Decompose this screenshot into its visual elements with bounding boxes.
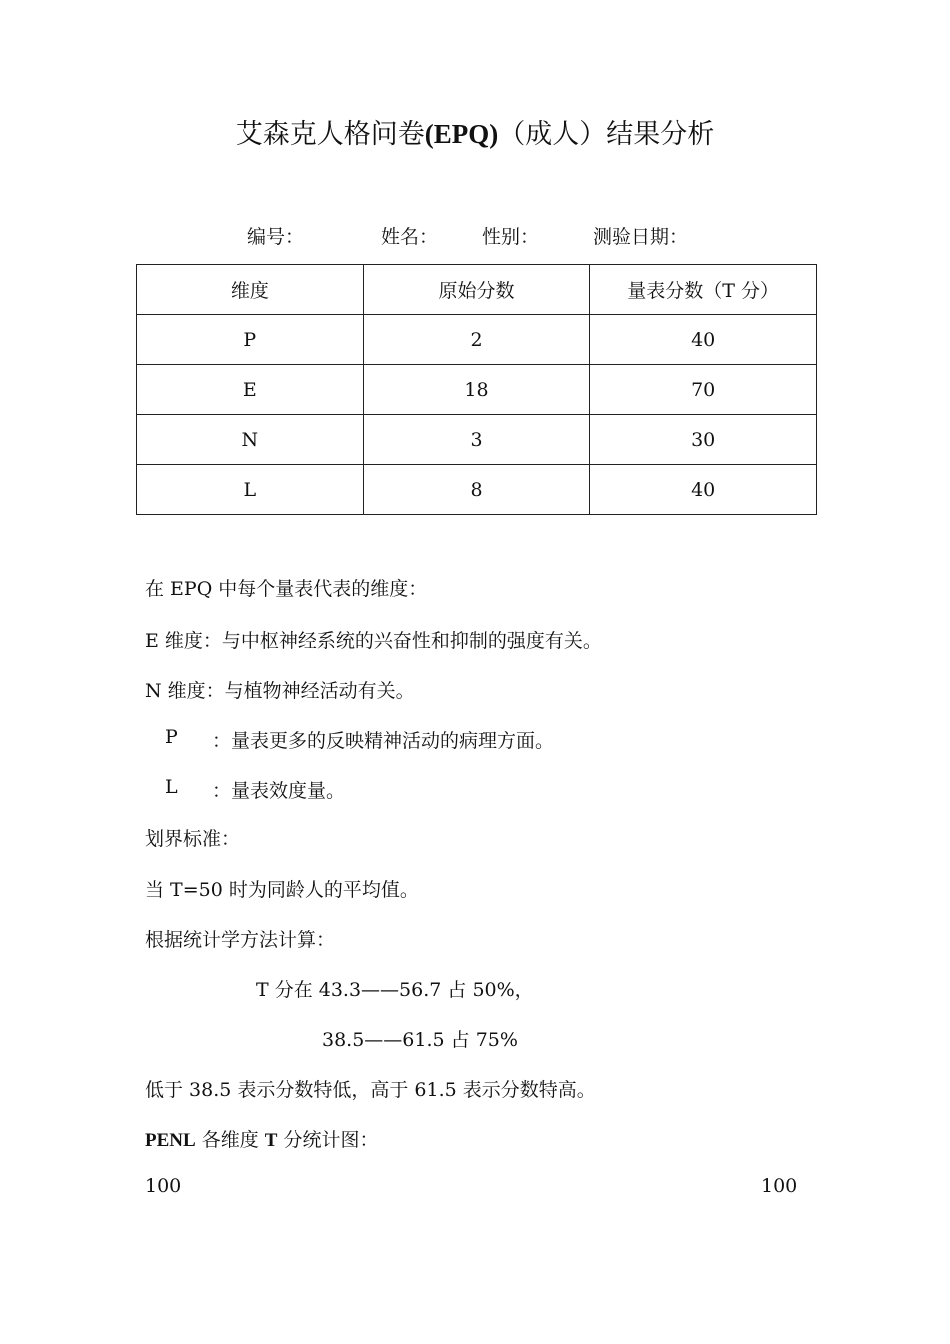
test-date-label: 测验日期： (593, 226, 689, 248)
table-row (137, 365, 817, 415)
chart-caption-t: T (264, 1130, 278, 1151)
cell-raw-score: 2 (363, 315, 590, 365)
cell-raw-score: 8 (363, 465, 590, 515)
chart-left-axis-top-label: 100 (145, 1175, 182, 1197)
title-abbr: (EPQ) (424, 119, 499, 149)
dimensions-heading: 在 EPQ 中每个量表代表的维度： (145, 578, 428, 600)
table-header-row (137, 265, 817, 315)
chart-caption-penl: PENL (145, 1130, 196, 1151)
l-dimension-letter: L (165, 776, 178, 798)
criteria-heading: 划界标准： (145, 828, 241, 850)
mean-line: 当 T=50 时为同龄人的平均值。 (145, 879, 419, 901)
name-label: 姓名： (381, 226, 439, 248)
p-dimension-text: ：量表更多的反映精神活动的病理方面。 (212, 730, 555, 752)
table-row (137, 315, 817, 365)
cell-raw-score: 3 (363, 415, 590, 465)
title-prefix: 艾森克人格问卷 (235, 119, 425, 150)
cell-t-score: 30 (590, 415, 817, 465)
header-raw-score: 原始分数 (363, 265, 590, 315)
e-dimension-line: E 维度：与中枢神经系统的兴奋性和抑制的强度有关。 (145, 630, 602, 652)
table-row (137, 465, 817, 515)
chart-caption-mid: 各维度 (195, 1129, 265, 1151)
cell-t-score: 40 (590, 315, 817, 365)
page-title (0, 112, 950, 151)
range-50-line: T 分在 43.3——56.7 占 50%， (256, 979, 534, 1001)
header-t-score: 量表分数（T 分） (590, 265, 817, 315)
chart-right-axis-top-label: 100 (761, 1175, 798, 1197)
id-label: 编号： (247, 226, 305, 248)
n-dimension-line: N 维度：与植物神经活动有关。 (145, 680, 415, 702)
cell-t-score: 40 (590, 465, 817, 515)
score-table (136, 264, 817, 515)
method-line: 根据统计学方法计算： (145, 929, 336, 951)
cell-dimension: L (137, 465, 364, 515)
table-row (137, 415, 817, 465)
cell-t-score: 70 (590, 365, 817, 415)
chart-caption-rest: 分统计图： (277, 1129, 379, 1151)
extreme-scores-line: 低于 38.5 表示分数特低，高于 61.5 表示分数特高。 (145, 1079, 596, 1101)
chart-caption (145, 1125, 379, 1152)
title-suffix: （成人）结果分析 (498, 119, 715, 150)
cell-dimension: P (137, 315, 364, 365)
gender-label: 性别： (482, 226, 540, 248)
p-dimension-letter: P (165, 726, 178, 748)
cell-dimension: E (137, 365, 364, 415)
cell-raw-score: 18 (363, 365, 590, 415)
range-75-line: 38.5——61.5 占 75% (322, 1029, 518, 1051)
l-dimension-text: ：量表效度量。 (212, 780, 346, 802)
header-dimension: 维度 (137, 265, 364, 315)
cell-dimension: N (137, 415, 364, 465)
